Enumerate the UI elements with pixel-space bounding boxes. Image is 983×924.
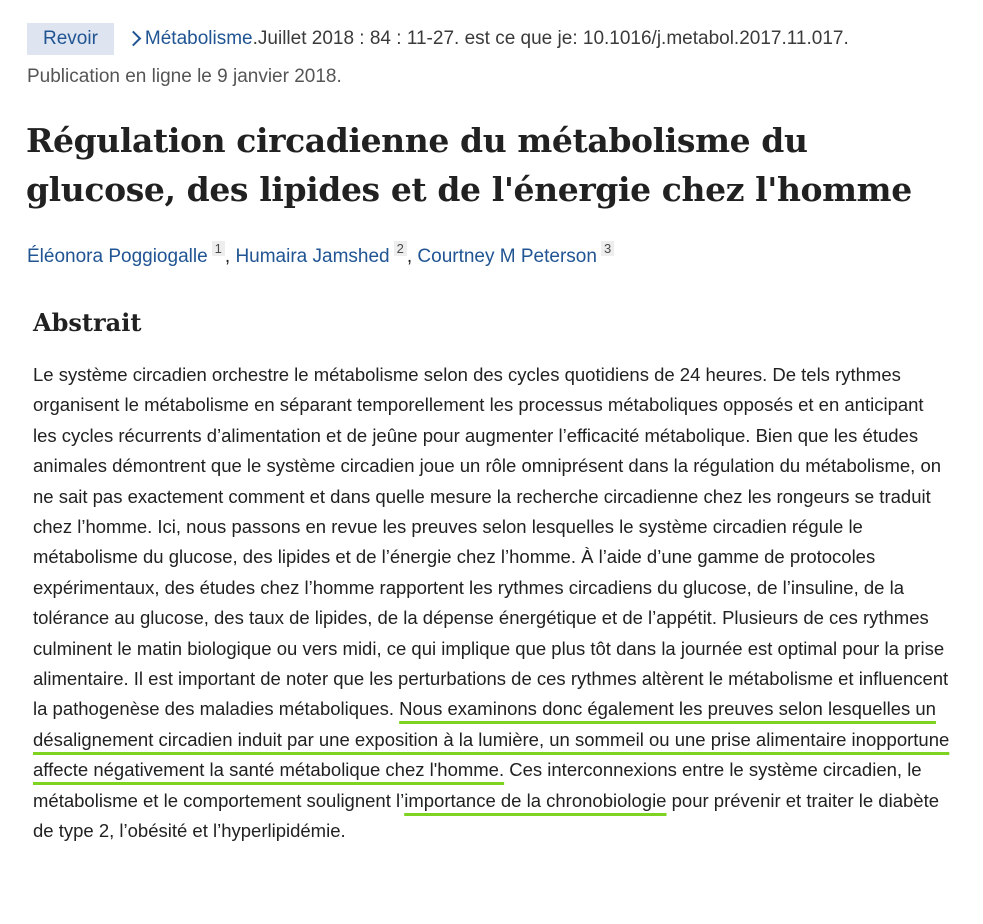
abstract-text-part: Ces interconnexions entre le système circadien, le métabolisme et le comportement soulignent l’ bbox=[33, 759, 922, 811]
abstract-text-part: pour prévenir et traiter le diabète de type 2, l’obésité et l’hyperlipidémie. bbox=[33, 789, 939, 842]
article-title: Régulation circadienne du métabolisme du glucose, des lipides et de l'énergie chez l'homme bbox=[26, 121, 912, 209]
affiliation-marker[interactable]: 3 bbox=[601, 241, 614, 256]
abstract-text bbox=[33, 360, 951, 847]
author-list bbox=[27, 241, 614, 268]
publication-date: Publication en ligne le 9 janvier 2018. bbox=[27, 66, 342, 87]
affiliation-marker[interactable]: 1 bbox=[212, 241, 225, 256]
author-separator: , bbox=[406, 246, 418, 267]
abstract-text-part: Le système circadien orchestre le métabolisme selon des cycles quotidiens de 24 heures. De tels rythmes organisent le métabolisme en séparant temporellement les processus métaboliques opposés et en anticipant les cycles récurrents d’alimentation et de jeûne pour augmenter l’efficacité métabolique. Bien que les études animales démontrent que le système circadien joue un rôle omniprésent dans la régulation du métabolisme, on ne sait pas exactement comment et dans quelle mesure la recherche circadienne chez les rongeurs se traduit chez l’homme. Ici, nous passons en revue les preuves selon lesquelles le système circadien régule le métabolisme du glucose, des lipides et de l’énergie chez l’homme. À l’aide d’une gamme de protocoles expérimentaux, des études chez l’homme rapportent les rythmes circadiens du glucose, de l’insuline, de la tolérance au glucose, des taux de lipides, de la dépense énergétique et de l’appétit. Plusieurs de ces rythmes culminent le matin biologique ou vers midi, ce qui implique que plus tôt dans la journée est optimal pour la prise alimentaire. Il est important de noter que les perturbations de ces rythmes altèrent le métabolisme et influencent la pathogenèse des maladies métaboliques. bbox=[33, 364, 949, 720]
highlighted-phrase: importance de la chronobiologie bbox=[404, 789, 667, 811]
author-link[interactable]: Humaira Jamshed bbox=[235, 246, 390, 267]
chevron-right-icon bbox=[128, 31, 138, 47]
author-separator: , bbox=[224, 246, 236, 267]
citation-text: .Juillet 2018 : 84 : 11-27. est ce que je: 10.1016/j.metabol.2017.11.017. bbox=[252, 28, 849, 49]
affiliation-marker[interactable]: 2 bbox=[394, 241, 407, 256]
citation-row bbox=[27, 22, 849, 56]
highlighted-sentence: Nous examinons donc également les preuves selon lesquelles un désalignement circadien induit par une exposition à la lumière, un sommeil ou une prise alimentaire inopportune affecte négativement la santé métabolique chez l'homme. bbox=[33, 698, 950, 781]
abstract-heading: Abstrait bbox=[33, 308, 142, 337]
review-badge[interactable]: Revoir bbox=[27, 23, 114, 55]
journal-link[interactable]: Métabolisme bbox=[144, 28, 253, 49]
author-link[interactable]: Courtney M Peterson bbox=[417, 246, 597, 267]
author-link[interactable]: Éléonora Poggiogalle bbox=[27, 246, 208, 267]
